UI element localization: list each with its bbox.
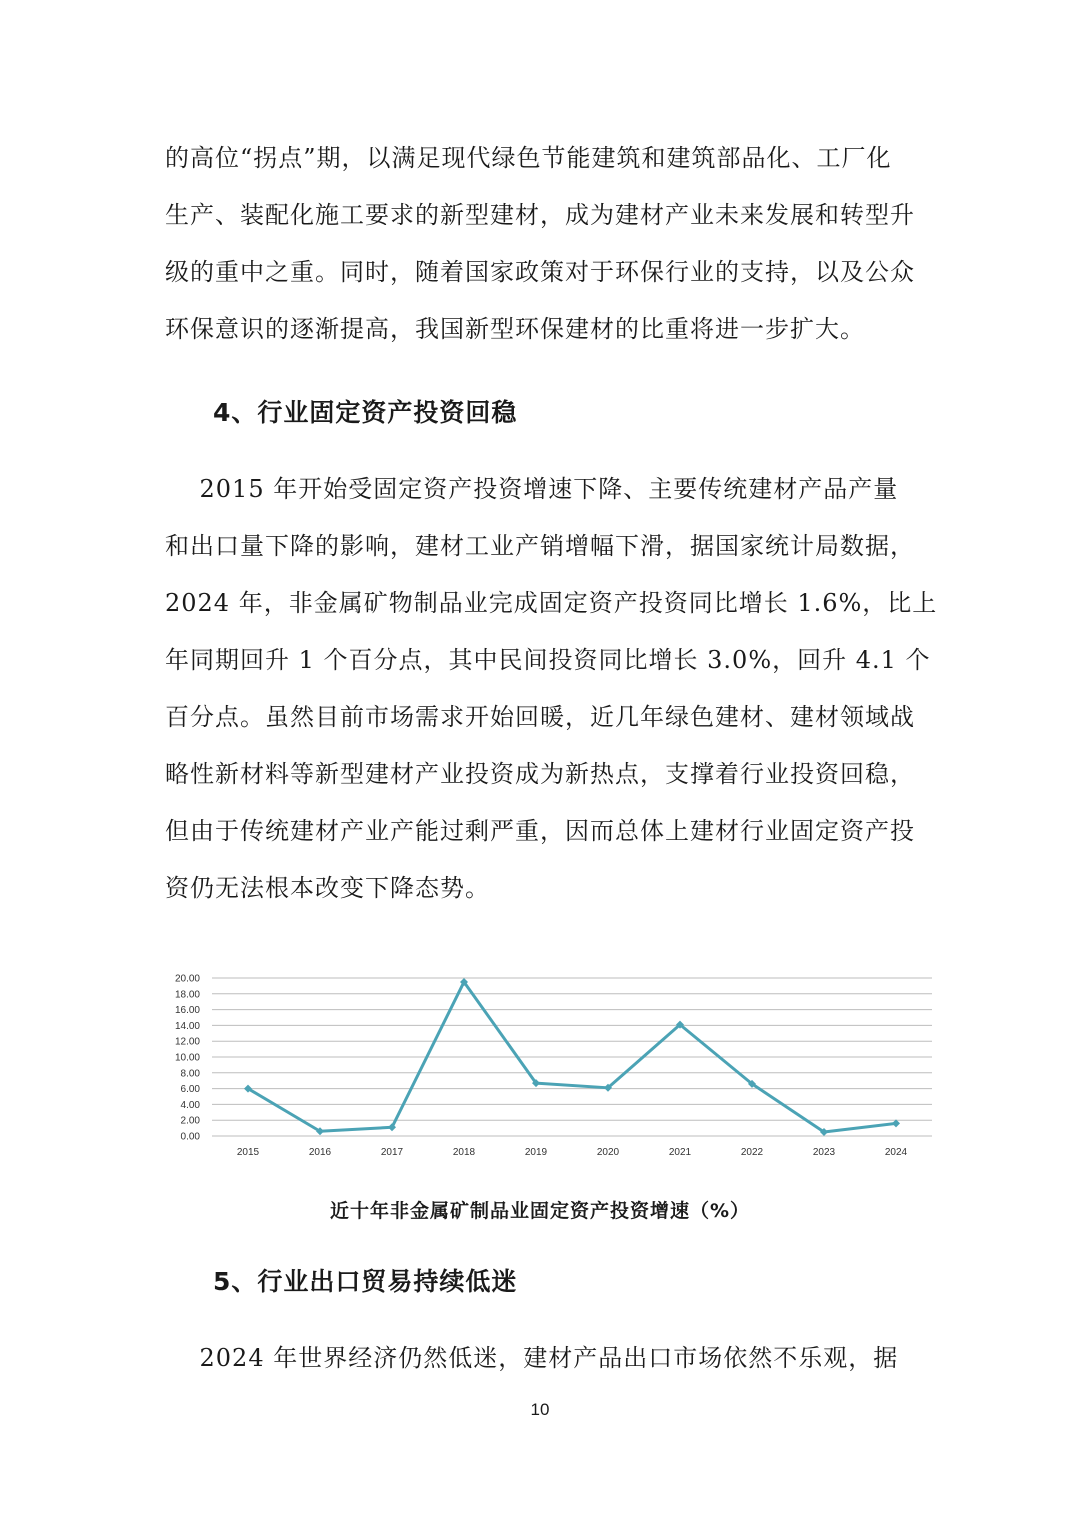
x-tick-label: 2023 [812,1147,836,1158]
text-line: 生产、装配化施工要求的新型建材，成为建材产业未来发展和转型升 [165,201,915,229]
section-heading-4: 4、行业固定资产投资回稳 [213,398,518,427]
text-line: 2024 年，非金属矿物制品业完成固定资产投资同比增长 1.6%，比上 [165,589,938,617]
paragraph-investment [165,461,938,917]
investment-growth-chart [160,962,950,1162]
page-number: 10 [530,1400,550,1419]
x-tick-label: 2017 [380,1147,404,1158]
y-tick-label: 0.00 [180,1131,200,1143]
y-tick-label: 14.00 [174,1020,200,1032]
x-tick-label: 2015 [236,1147,260,1158]
paragraph-export [165,1330,917,1387]
y-tick-label: 8.00 [180,1068,200,1080]
paragraph-new-materials [165,130,917,358]
text-line: 和出口量下降的影响，建材工业产销增幅下滑，据国家统计局数据， [165,532,915,560]
text-line: 2015 年开始受固定资产投资增速下降、主要传统建材产品产量 [165,475,899,503]
text-line: 略性新材料等新型建材产业投资成为新热点，支撑着行业投资回稳， [165,760,915,788]
y-tick-label: 20.00 [174,973,200,985]
y-tick-label: 16.00 [174,1005,200,1017]
y-tick-label: 10.00 [174,1052,200,1064]
text-line: 年同期回升 1 个百分点，其中民间投资同比增长 3.0%，回升 4.1 个 [165,646,931,674]
y-tick-label: 6.00 [180,1084,200,1096]
text-line: 但由于传统建材产业产能过剩严重，因而总体上建材行业固定资产投 [165,817,915,845]
text-line: 的高位“拐点”期，以满足现代绿色节能建筑和建筑部品化、工厂化 [165,144,892,172]
section-heading-5: 5、行业出口贸易持续低迷 [213,1267,518,1296]
text-line: 级的重中之重。同时，随着国家政策对于环保行业的支持，以及公众 [165,258,915,286]
x-tick-label: 2018 [452,1147,476,1158]
text-line: 百分点。虽然目前市场需求开始回暖，近几年绿色建材、建材领域战 [165,703,915,731]
chart-caption: 近十年非金属矿制品业固定资产投资增速（%） [329,1200,751,1222]
x-tick-label: 2021 [668,1147,692,1158]
text-line: 2024 年世界经济仍然低迷，建材产品出口市场依然不乐观，据 [165,1344,899,1372]
x-tick-label: 2019 [524,1147,548,1158]
y-tick-label: 12.00 [174,1036,200,1048]
line-chart-svg [160,962,950,1162]
x-tick-label: 2024 [884,1147,908,1158]
x-tick-label: 2022 [740,1147,764,1158]
x-tick-label: 2016 [308,1147,332,1158]
text-line: 环保意识的逐渐提高，我国新型环保建材的比重将进一步扩大。 [165,315,865,343]
y-tick-label: 18.00 [174,989,200,1001]
x-tick-label: 2020 [596,1147,620,1158]
y-tick-label: 2.00 [180,1115,200,1127]
y-tick-label: 4.00 [180,1099,200,1111]
text-line: 资仍无法根本改变下降态势。 [165,874,490,902]
